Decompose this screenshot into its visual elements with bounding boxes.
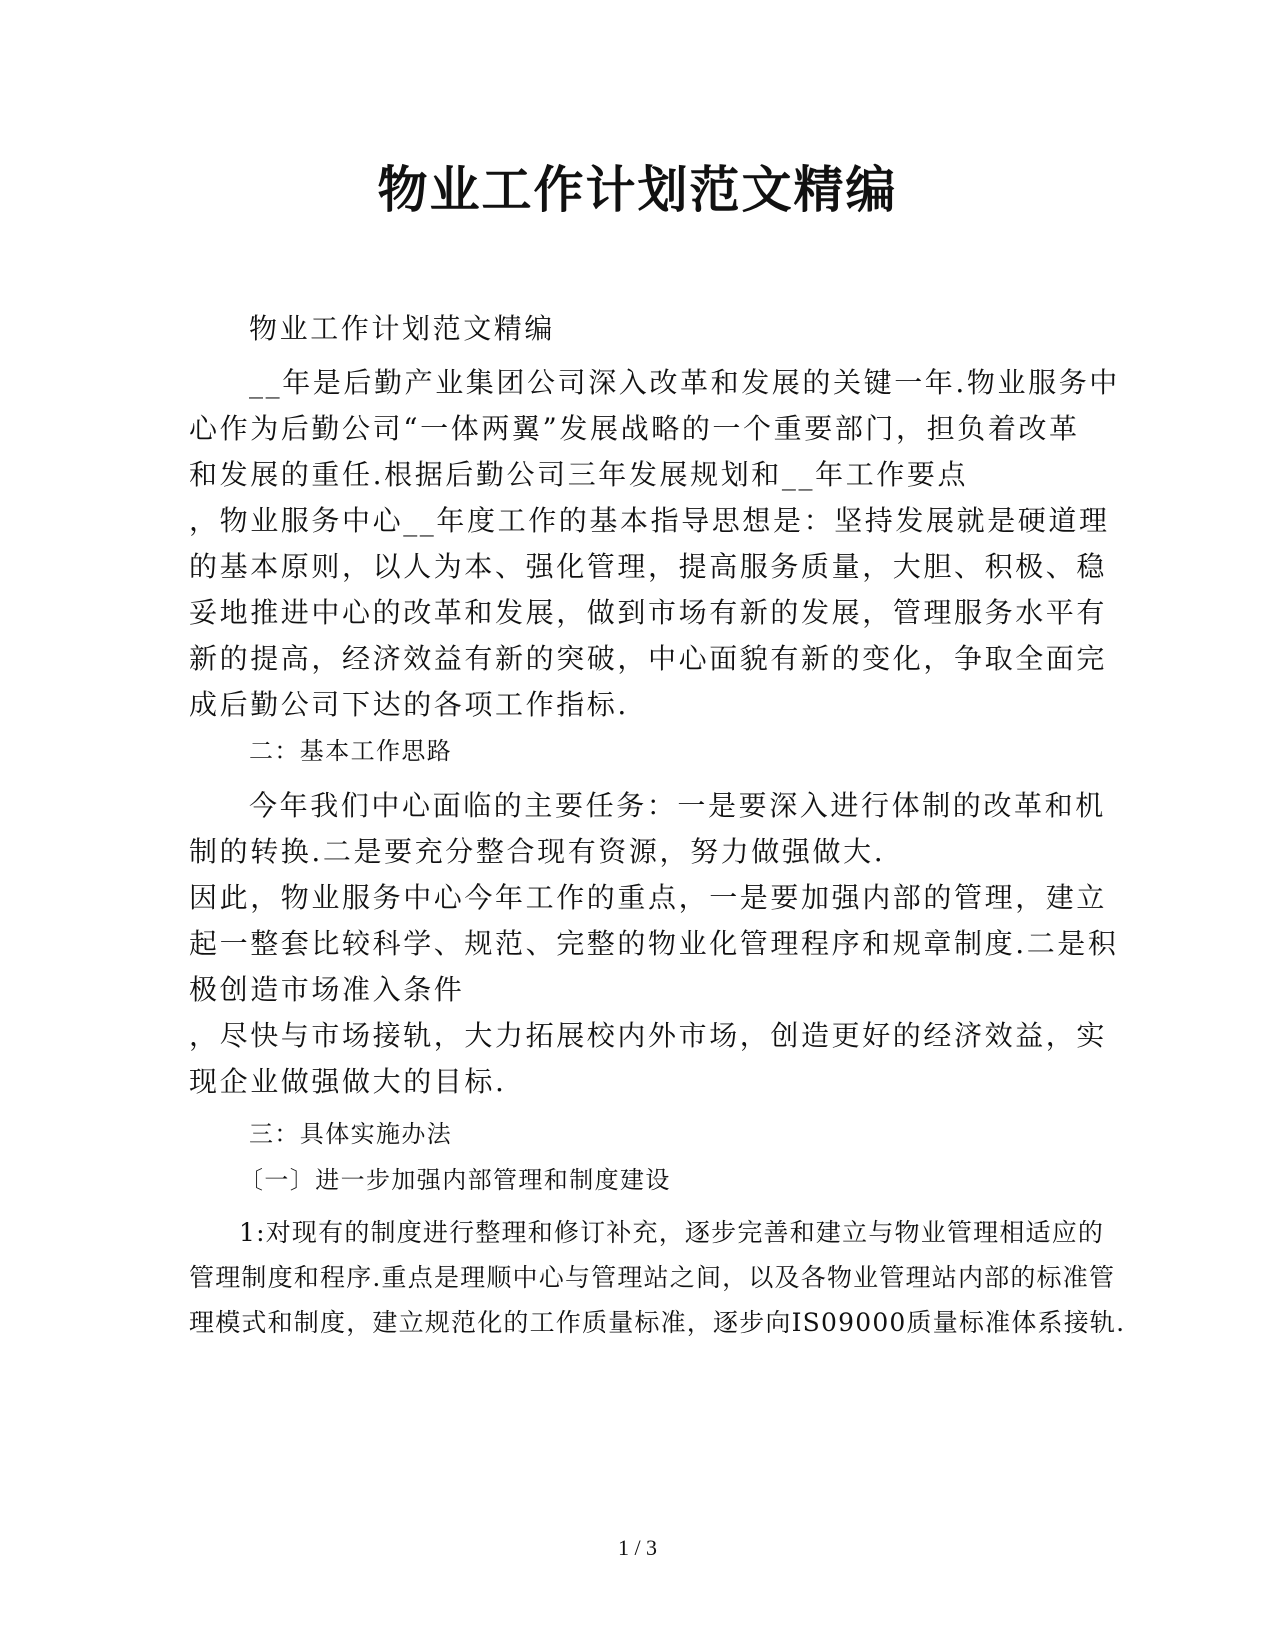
section2-line: 因此，物业服务中心今年工作的重点，一是要加强内部的管理，建立 <box>189 881 1108 914</box>
intro-line: __年是后勤产业集团公司深入改革和发展的关键一年.物业服务中 <box>249 366 1120 399</box>
page-number: 1 / 3 <box>617 1535 658 1560</box>
section2-line: ，尽快与市场接轨，大力拓展校内外市场，创造更好的经济效益，实 <box>189 1019 1108 1052</box>
section3-heading-text: 三：具体实施办法 <box>249 1120 453 1148</box>
intro-paragraph <box>189 360 1120 728</box>
section2-line: 极创造市场准入条件 <box>189 973 465 1006</box>
section2-heading-text: 二：基本工作思路 <box>249 737 453 765</box>
item1-line: 1:对现有的制度进行整理和修订补充，逐步完善和建立与物业管理相适应的 <box>239 1218 1105 1247</box>
section2-line: 现企业做强做大的目标. <box>189 1065 507 1098</box>
intro-line: 和发展的重任.根据后勤公司三年发展规划和__年工作要点 <box>189 458 969 491</box>
intro-line: 的基本原则，以人为本、强化管理，提高服务质量，大胆、积极、稳 <box>189 550 1108 583</box>
section2-heading <box>189 728 1079 774</box>
section3-subheading-text: 〔一〕进一步加强内部管理和制度建设 <box>239 1166 671 1194</box>
subtitle <box>189 306 1079 352</box>
section2-line: 起一整套比较科学、规范、完整的物业化管理程序和规章制度.二是积 <box>189 927 1119 960</box>
document-title: 物业工作计划范文精编 <box>377 161 898 219</box>
section3-heading <box>189 1111 1079 1157</box>
intro-line: ，物业服务中心__年度工作的基本指导思想是：坚持发展就是硬道理 <box>189 504 1110 537</box>
item1-paragraph <box>189 1210 1126 1345</box>
subtitle-text: 物业工作计划范文精编 <box>249 312 556 345</box>
section3-subheading <box>189 1157 1079 1203</box>
intro-line: 成后勤公司下达的各项工作指标. <box>189 688 629 721</box>
section2-line: 今年我们中心面临的主要任务：一是要深入进行体制的改革和机 <box>249 789 1106 822</box>
item1-line: 理模式和制度，建立规范化的工作质量标准，逐步向IS09000质量标准体系接轨. <box>189 1308 1126 1337</box>
intro-line: 心作为后勤公司“一体两翼”发展战略的一个重要部门，担负着改革 <box>189 412 1080 445</box>
section2-paragraph <box>189 783 1119 1105</box>
intro-line: 妥地推进中心的改革和发展，做到市场有新的发展，管理服务水平有 <box>189 596 1108 629</box>
section2-line: 制的转换.二是要充分整合现有资源，努力做强做大. <box>189 835 886 868</box>
intro-line: 新的提高，经济效益有新的突破，中心面貌有新的变化，争取全面完 <box>189 642 1108 675</box>
item1-line: 管理制度和程序.重点是理顺中心与管理站之间，以及各物业管理站内部的标准管 <box>189 1263 1116 1292</box>
